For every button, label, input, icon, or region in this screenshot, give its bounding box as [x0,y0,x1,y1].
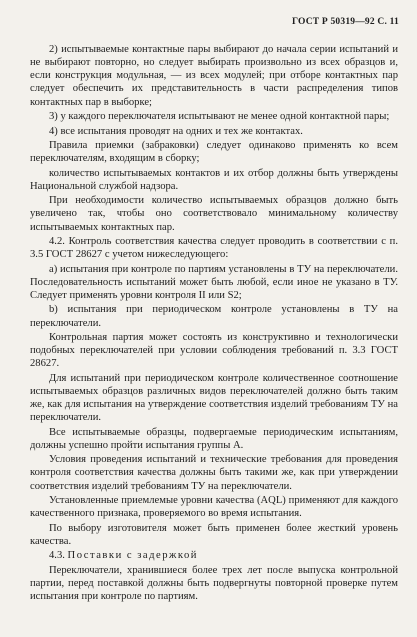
page-header: ГОСТ Р 50319—92 С. 11 [292,17,399,27]
paragraph-2: 3) у каждого переключателя испытывают не менее одной контактной пары; [49,111,390,123]
section-title: Поставки с задержкой [67,550,198,562]
paragraph-9: b) испытания при периодическом контроле установлены в ТУ на переключатели. [30,304,398,329]
paragraph-3: 4) все испытания проводят на одних и тех же контактах. [49,125,303,137]
section-heading-4-3 [30,549,398,562]
paragraph-14: Установленные приемлемые уровни качества (AQL) применяют для каждого качественного признака, проверяемого во время испытания. [30,495,398,520]
paragraph-11: Для испытаний при периодическом контроле количественное соотношение испытываемых образцов различных видов переключателей должно быть таким же, как для испытания на утверждение соответствия изделий требованиям ТУ на переключатели. [30,372,398,424]
paragraph-5: количество испытываемых контактов и их отбор должны быть утверждены Национальной службой надзора. [30,167,398,192]
section-4-3-text: Переключатели, хранившиеся более трех лет после выпуска контрольной партии, перед поставкой должны быть подвергнуты повторной проверке путем испытания при контроле по партиям. [30,564,398,602]
paragraph-4: Правила приемки (забраковки) следует одинаково применять ко всем переключателям, входящим в сборку; [30,139,398,165]
paragraph-12: Все испытываемые образцы, подвергаемые периодическим испытаниям, должны успешно пройти испытания группы А. [30,426,398,451]
paragraph-8: а) испытания при контроле по партиям установлены в ТУ на переключатели. Последовательность испытаний может быть любой, если иное не указано в ТУ. Следует применять уровни контроля II или S2; [30,263,398,301]
document-body [30,43,398,604]
paragraph-7: 4.2. Контроль соответствия качества следует проводить в соответствии с п. 3.5 ГОСТ 28627 с учетом нижеследующего: [30,235,398,261]
paragraph-6: При необходимости количество испытываемых образцов должно быть увеличено так, чтобы оно соответствовало минимальному количеству испытываемых контактных пар. [30,195,398,233]
paragraph-10: Контрольная партия может состоять из конструктивно и технологически подобных переключателей при условии соблюдения требований п. 3.3 ГОСТ 28627. [30,331,398,370]
section-number: 4.3. [49,550,65,562]
paragraph-13: Условия проведения испытаний и технические требования для проведения контроля соответствия качества должны быть такими же, как при утверждении соответствия изделий требованиям ТУ на переключатели. [30,454,398,492]
paragraph-15: По выбору изготовителя может быть применен более жесткий уровень качества. [30,522,398,547]
paragraph-1: 2) испытываемые контактные пары выбирают до начала серии испытаний и не выбирают повторно, но следует выбирать произвольно из всех образцов и, если конструкция модульная, — из всех модулей; при отборе контактных пар следует обеспечить их представительность в части распределения типов контактных пар в выборке; [30,44,398,108]
